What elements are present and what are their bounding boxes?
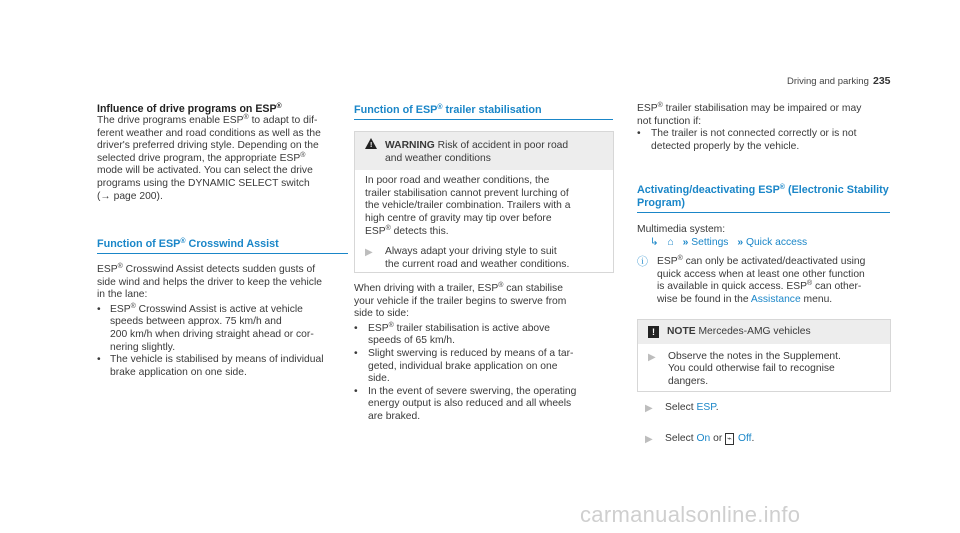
note-header: ! NOTE Mercedes-AMG vehicles (638, 320, 890, 344)
info-icon: ⓘ (637, 256, 648, 268)
warning-box (354, 131, 614, 273)
header-section: Driving and parking (787, 76, 869, 87)
column-1 (97, 103, 357, 203)
list-item: • Slight swerving is reduced by means of a tar- geted, individual brake application on one side. (354, 347, 574, 385)
section-activate-title: Activating/deactivating ESP® (Electronic Stability Program) (637, 184, 889, 209)
triangle-step-icon: ▶ (648, 351, 656, 363)
col1-para: The drive programs enable ESP® to adapt to dif- ferent weather and road conditions as well as the driver's preferred driving style. Depending on the selected drive program, the appropriate ESP® mode will be activated. You can select the drive programs using the DYNAMIC SELECT switch (→ page 200). (97, 114, 321, 202)
list-item: • In the event of severe swerving, the operating energy output is also reduced and all wheels are braked. (354, 385, 577, 422)
section-rule (97, 253, 348, 254)
crosswind-body (97, 264, 357, 379)
impairment-intro: ESP® trailer stabilisation may be impaired or may not function if: (637, 102, 862, 127)
nav-path (650, 237, 807, 250)
list-item: • The trailer is not connected correctly or is not detected properly by the vehicle. (637, 128, 857, 152)
list-item: • The vehicle is stabilised by means of individual brake application on one side. (97, 354, 324, 378)
warning-step: ▶ Always adapt your driving style to suit the current road and weather conditions. (365, 246, 570, 270)
crosswind-intro: ESP® Crosswind Assist detects sudden gusts of side wind and helps the driver to keep the vehicle in the lane: (97, 263, 322, 301)
esp-option[interactable]: ESP (696, 402, 716, 413)
note-step: ▶ Observe the notes in the Supplement. You could otherwise fail to recognise dangers. (648, 350, 841, 387)
on-option[interactable]: On (696, 432, 711, 444)
section-crosswind-title: Function of ESP® Crosswind Assist (97, 238, 279, 250)
double-chevron-icon: » (682, 237, 689, 248)
nav-label: Multimedia system: (637, 224, 726, 235)
note-icon: ! (648, 326, 659, 338)
trailer-intro: When driving with a trailer, ESP® can stabilise your vehicle if the trailer begins to swerve from side to side: (354, 282, 567, 320)
step-select-esp: ▶ Select ESP. (645, 402, 719, 414)
list-item: • ESP® trailer stabilisation is active above speeds of 65 km/h. (354, 321, 551, 347)
col1-title: Influence of drive programs on ESP® (97, 103, 282, 115)
home-icon: ⌂ (667, 237, 674, 248)
section-rule (354, 119, 613, 120)
esp-off-icon: ⌁ (727, 433, 732, 443)
return-arrow-icon: ↳ (650, 237, 659, 248)
warning-header: ! WARNING Risk of accident in poor road and weather conditions (355, 132, 613, 170)
column-3 (637, 103, 897, 153)
nav-settings[interactable]: Settings (691, 237, 729, 248)
off-option[interactable]: Off (737, 432, 752, 444)
warning-text: In poor road and weather conditions, the trailer stabilisation cannot prevent lurching of the vehicle/trailer combination. Trailers with a high centre of gravity may tip over before ESP® detects this. (365, 175, 571, 237)
warning-icon: ! (365, 138, 377, 149)
triangle-step-icon: ▶ (645, 433, 653, 445)
info-note: ⓘ ESP® can only be activated/deactivated using quick access when at least one other function is available in quick access. ESP® can other- wise be found in the Assistance menu. (637, 255, 866, 305)
assistance-link[interactable]: Assistance (750, 293, 801, 305)
triangle-step-icon: ▶ (365, 247, 373, 259)
triangle-step-icon: ▶ (645, 403, 653, 414)
step-select-on-off: ▶ Select On or ⌁ Off. (645, 432, 755, 445)
trailer-body (354, 283, 616, 424)
section-trailer-title: Function of ESP® trailer stabilisation (354, 104, 542, 116)
page-number: 235 (873, 75, 891, 87)
list-item: • ESP® Crosswind Assist is active at vehicle speeds between approx. 75 km/h and 200 km/h when driving straight ahead or cor- nering slightly. (97, 302, 314, 353)
running-header (787, 76, 869, 87)
note-box (637, 319, 891, 392)
nav-quick-access[interactable]: Quick access (745, 237, 808, 248)
double-chevron-icon: » (737, 237, 744, 248)
watermark: carmanualsonline.info (580, 502, 801, 527)
section-rule (637, 212, 890, 213)
